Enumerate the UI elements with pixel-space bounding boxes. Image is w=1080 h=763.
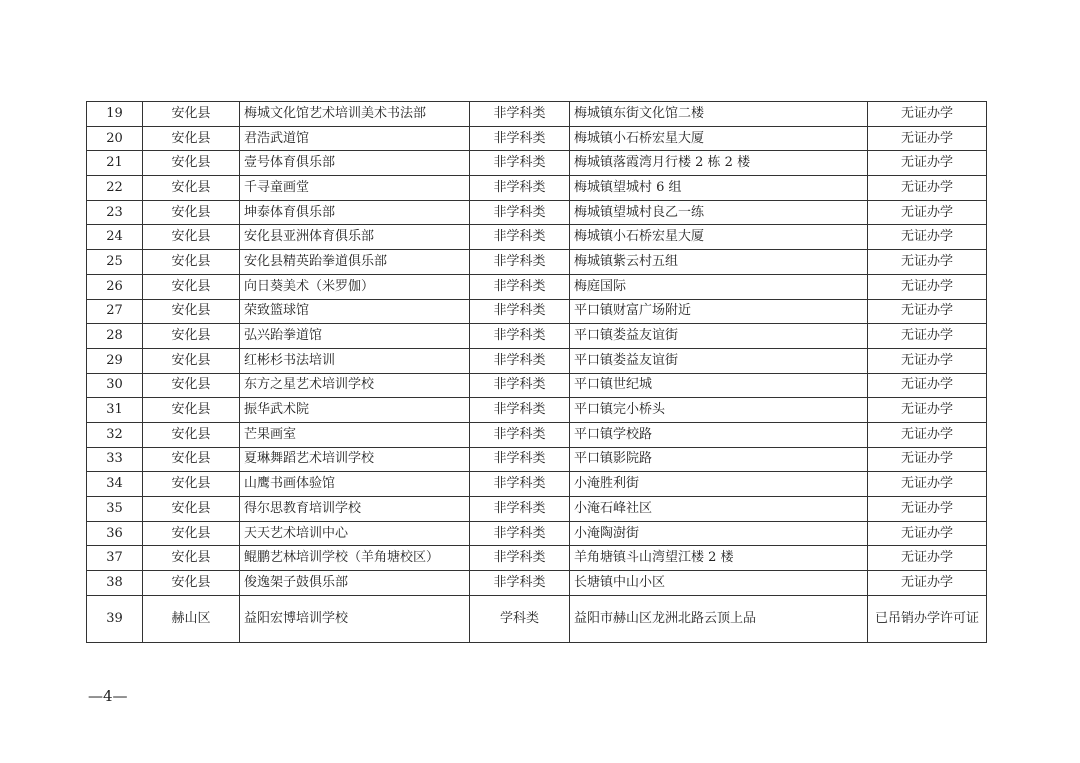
cell-address: 梅城镇东街文化馆二楼 <box>570 102 868 127</box>
cell-institution-name: 弘兴跆拳道馆 <box>240 324 470 349</box>
cell-number: 19 <box>87 102 143 127</box>
cell-category: 非学科类 <box>470 422 570 447</box>
cell-number: 22 <box>87 176 143 201</box>
cell-status: 无证办学 <box>868 422 987 447</box>
cell-county: 安化县 <box>143 497 240 522</box>
cell-status: 无证办学 <box>868 398 987 423</box>
cell-institution-name: 红彬杉书法培训 <box>240 348 470 373</box>
table-row <box>87 176 987 201</box>
table-row <box>87 472 987 497</box>
cell-category: 学科类 <box>470 595 570 642</box>
cell-institution-name: 梅城文化馆艺术培训美术书法部 <box>240 102 470 127</box>
cell-institution-name: 得尔思教育培训学校 <box>240 497 470 522</box>
cell-number: 33 <box>87 447 143 472</box>
cell-institution-name: 振华武术院 <box>240 398 470 423</box>
cell-number: 21 <box>87 151 143 176</box>
cell-address: 平口镇财富广场附近 <box>570 299 868 324</box>
cell-number: 23 <box>87 200 143 225</box>
cell-address: 羊角塘镇斗山湾望江楼 2 楼 <box>570 546 868 571</box>
cell-status: 无证办学 <box>868 102 987 127</box>
table-row <box>87 225 987 250</box>
cell-institution-name: 向日葵美术（米罗伽） <box>240 274 470 299</box>
cell-address: 益阳市赫山区龙洲北路云顶上品 <box>570 595 868 642</box>
table-row <box>87 521 987 546</box>
table-body <box>87 102 987 643</box>
cell-status: 无证办学 <box>868 200 987 225</box>
cell-number: 26 <box>87 274 143 299</box>
cell-number: 38 <box>87 571 143 596</box>
cell-status: 无证办学 <box>868 472 987 497</box>
cell-institution-name: 夏琳舞蹈艺术培训学校 <box>240 447 470 472</box>
cell-county: 安化县 <box>143 571 240 596</box>
cell-county: 安化县 <box>143 176 240 201</box>
table-row <box>87 299 987 324</box>
cell-category: 非学科类 <box>470 571 570 596</box>
cell-status: 无证办学 <box>868 497 987 522</box>
cell-status: 无证办学 <box>868 151 987 176</box>
cell-institution-name: 天天艺术培训中心 <box>240 521 470 546</box>
cell-county: 安化县 <box>143 324 240 349</box>
cell-county: 安化县 <box>143 373 240 398</box>
cell-address: 小淹石峰社区 <box>570 497 868 522</box>
table-row <box>87 422 987 447</box>
cell-number: 37 <box>87 546 143 571</box>
table-row <box>87 447 987 472</box>
cell-status: 无证办学 <box>868 176 987 201</box>
cell-status: 已吊销办学许可证 <box>868 595 987 642</box>
cell-address: 平口镇娄益友谊街 <box>570 324 868 349</box>
cell-address: 梅城镇小石桥宏星大厦 <box>570 126 868 151</box>
table-row <box>87 571 987 596</box>
cell-address: 平口镇世纪城 <box>570 373 868 398</box>
cell-county: 安化县 <box>143 151 240 176</box>
cell-status: 无证办学 <box>868 324 987 349</box>
cell-address: 平口镇学校路 <box>570 422 868 447</box>
cell-institution-name: 芒果画室 <box>240 422 470 447</box>
cell-number: 25 <box>87 250 143 275</box>
cell-status: 无证办学 <box>868 274 987 299</box>
cell-number: 39 <box>87 595 143 642</box>
cell-category: 非学科类 <box>470 176 570 201</box>
cell-county: 安化县 <box>143 521 240 546</box>
cell-institution-name: 千寻童画堂 <box>240 176 470 201</box>
cell-number: 34 <box>87 472 143 497</box>
cell-county: 安化县 <box>143 274 240 299</box>
table-row <box>87 497 987 522</box>
cell-category: 非学科类 <box>470 472 570 497</box>
cell-institution-name: 荣致篮球馆 <box>240 299 470 324</box>
cell-number: 27 <box>87 299 143 324</box>
cell-status: 无证办学 <box>868 225 987 250</box>
cell-institution-name: 安化县亚洲体育俱乐部 <box>240 225 470 250</box>
cell-address: 梅庭国际 <box>570 274 868 299</box>
table-row <box>87 151 987 176</box>
table-row <box>87 348 987 373</box>
cell-address: 梅城镇落霞湾月行楼 2 栋 2 楼 <box>570 151 868 176</box>
cell-county: 安化县 <box>143 348 240 373</box>
cell-county: 安化县 <box>143 299 240 324</box>
cell-number: 28 <box>87 324 143 349</box>
cell-category: 非学科类 <box>470 546 570 571</box>
cell-county: 安化县 <box>143 225 240 250</box>
table-row <box>87 546 987 571</box>
cell-category: 非学科类 <box>470 398 570 423</box>
cell-county: 安化县 <box>143 546 240 571</box>
table-row <box>87 324 987 349</box>
cell-county: 安化县 <box>143 398 240 423</box>
cell-status: 无证办学 <box>868 571 987 596</box>
cell-number: 32 <box>87 422 143 447</box>
cell-institution-name: 坤泰体育俱乐部 <box>240 200 470 225</box>
cell-category: 非学科类 <box>470 521 570 546</box>
cell-status: 无证办学 <box>868 299 987 324</box>
cell-institution-name: 壹号体育俱乐部 <box>240 151 470 176</box>
table-row <box>87 595 987 642</box>
table-row <box>87 200 987 225</box>
cell-category: 非学科类 <box>470 102 570 127</box>
cell-category: 非学科类 <box>470 348 570 373</box>
cell-institution-name: 安化县精英跆拳道俱乐部 <box>240 250 470 275</box>
cell-address: 小淹胜利街 <box>570 472 868 497</box>
cell-category: 非学科类 <box>470 497 570 522</box>
school-list-table <box>86 101 987 643</box>
cell-number: 31 <box>87 398 143 423</box>
cell-status: 无证办学 <box>868 348 987 373</box>
table-row <box>87 126 987 151</box>
cell-number: 36 <box>87 521 143 546</box>
cell-category: 非学科类 <box>470 151 570 176</box>
cell-address: 平口镇娄益友谊街 <box>570 348 868 373</box>
cell-number: 29 <box>87 348 143 373</box>
cell-category: 非学科类 <box>470 126 570 151</box>
cell-county: 安化县 <box>143 422 240 447</box>
cell-category: 非学科类 <box>470 274 570 299</box>
cell-status: 无证办学 <box>868 447 987 472</box>
cell-number: 20 <box>87 126 143 151</box>
cell-county: 安化县 <box>143 447 240 472</box>
cell-status: 无证办学 <box>868 373 987 398</box>
cell-category: 非学科类 <box>470 299 570 324</box>
cell-county: 安化县 <box>143 472 240 497</box>
cell-address: 平口镇完小桥头 <box>570 398 868 423</box>
table-row <box>87 274 987 299</box>
cell-category: 非学科类 <box>470 200 570 225</box>
cell-county: 安化县 <box>143 250 240 275</box>
cell-institution-name: 君浩武道馆 <box>240 126 470 151</box>
cell-address: 梅城镇望城村 6 组 <box>570 176 868 201</box>
cell-address: 小淹陶澍街 <box>570 521 868 546</box>
cell-address: 长塘镇中山小区 <box>570 571 868 596</box>
cell-county: 安化县 <box>143 126 240 151</box>
cell-address: 梅城镇紫云村五组 <box>570 250 868 275</box>
cell-institution-name: 益阳宏博培训学校 <box>240 595 470 642</box>
cell-address: 平口镇影院路 <box>570 447 868 472</box>
cell-category: 非学科类 <box>470 225 570 250</box>
cell-institution-name: 山鹰书画体验馆 <box>240 472 470 497</box>
cell-address: 梅城镇望城村良乙一练 <box>570 200 868 225</box>
table-row <box>87 250 987 275</box>
cell-number: 30 <box>87 373 143 398</box>
cell-number: 35 <box>87 497 143 522</box>
cell-category: 非学科类 <box>470 447 570 472</box>
table-row <box>87 373 987 398</box>
cell-category: 非学科类 <box>470 324 570 349</box>
cell-county: 安化县 <box>143 200 240 225</box>
table-row <box>87 398 987 423</box>
cell-status: 无证办学 <box>868 546 987 571</box>
cell-category: 非学科类 <box>470 250 570 275</box>
cell-institution-name: 俊逸架子鼓俱乐部 <box>240 571 470 596</box>
cell-county: 安化县 <box>143 102 240 127</box>
cell-address: 梅城镇小石桥宏星大厦 <box>570 225 868 250</box>
cell-status: 无证办学 <box>868 126 987 151</box>
cell-status: 无证办学 <box>868 521 987 546</box>
page-number: —4— <box>88 687 128 705</box>
table-row <box>87 102 987 127</box>
cell-category: 非学科类 <box>470 373 570 398</box>
cell-institution-name: 鲲鹏艺林培训学校（羊角塘校区） <box>240 546 470 571</box>
cell-number: 24 <box>87 225 143 250</box>
cell-institution-name: 东方之星艺术培训学校 <box>240 373 470 398</box>
cell-status: 无证办学 <box>868 250 987 275</box>
cell-county: 赫山区 <box>143 595 240 642</box>
